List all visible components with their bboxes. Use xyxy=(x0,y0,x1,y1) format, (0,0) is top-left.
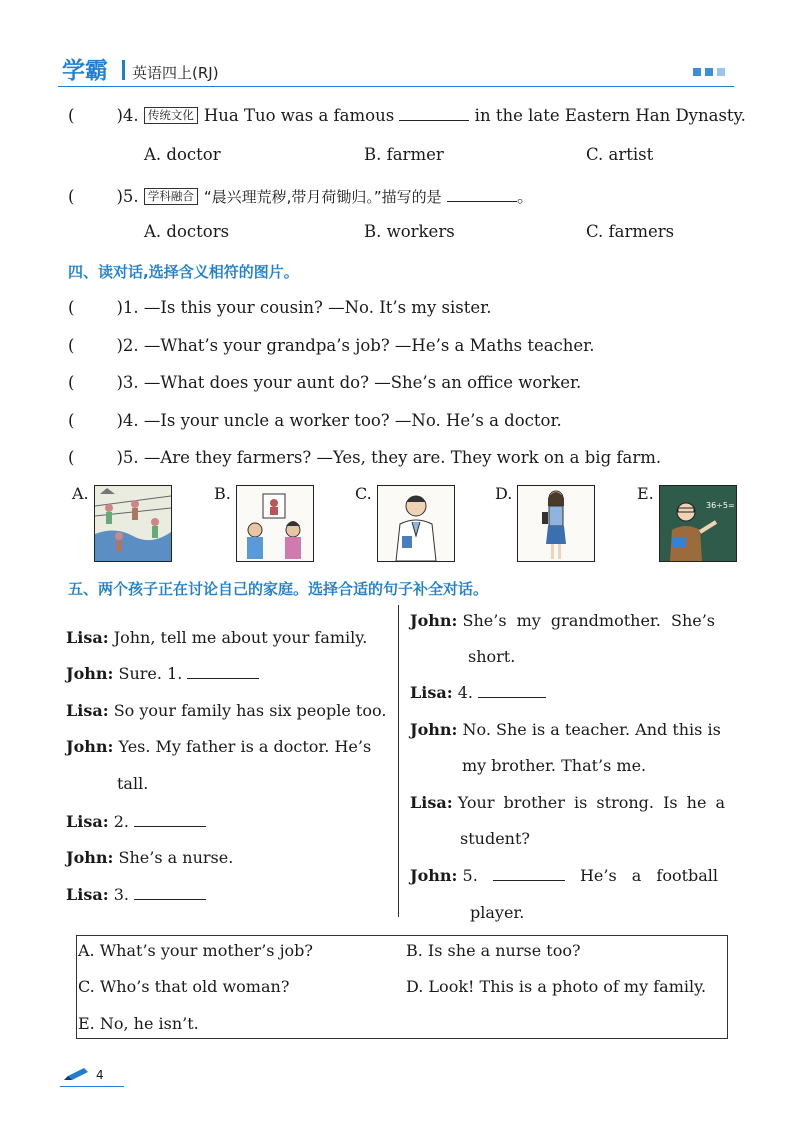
page-number: 4 xyxy=(96,1068,104,1082)
question-text: 。 xyxy=(516,187,534,206)
speaker: Lisa: xyxy=(66,885,109,904)
footer-rule xyxy=(60,1086,124,1087)
option-d: D. Look! This is a photo of my family. xyxy=(406,977,707,996)
option: A. doctor xyxy=(144,145,221,164)
answer-paren: ( xyxy=(68,336,75,355)
option: B. farmer xyxy=(364,145,444,164)
speaker: Lisa: xyxy=(66,628,109,647)
dialog-text: )5. —Are they farmers? —Yes, they are. They work on a big farm. xyxy=(116,448,662,467)
dialog-text: 2. xyxy=(113,812,129,831)
speaker: John: xyxy=(410,720,458,739)
dialog-text: Yes. My father is a doctor. He’s xyxy=(118,737,372,756)
dialog-line xyxy=(410,683,546,702)
speaker: John: xyxy=(66,664,114,683)
question-text: in the late Eastern Han Dynasty. xyxy=(474,106,746,125)
header-square-icon xyxy=(693,68,701,76)
picture-label-d: D. xyxy=(495,484,513,503)
dialog-line xyxy=(66,701,386,720)
dialog-line xyxy=(66,812,206,831)
dialog-line xyxy=(66,737,371,756)
picture-label-c: C. xyxy=(355,484,372,503)
dialog-text: So your family has six people too. xyxy=(113,701,387,720)
speaker: John: xyxy=(66,848,114,867)
dialog-text: She’s my grandmother. She’s xyxy=(462,611,716,630)
answer-paren: ( xyxy=(68,411,75,430)
topic-tag: 传统文化 xyxy=(144,107,198,124)
option-a: A. What’s your mother’s job? xyxy=(78,941,313,960)
dialog-text: Sure. 1. xyxy=(118,664,183,683)
dialog-item xyxy=(68,411,562,430)
dialog-text: John, tell me about your family. xyxy=(113,628,368,647)
office-worker-picture xyxy=(517,485,595,562)
dialog-line-cont: player. xyxy=(470,903,525,922)
dialog-line-cont: student? xyxy=(460,829,530,848)
dialog-line xyxy=(66,664,259,683)
speaker: John: xyxy=(410,866,458,885)
dialog-line-cont: my brother. That’s me. xyxy=(462,756,647,775)
dialog-text: )2. —What’s your grandpa’s job? —He’s a Maths teacher. xyxy=(116,336,595,355)
header-square-icon xyxy=(705,68,713,76)
header-square-icon xyxy=(717,68,725,76)
header-rule xyxy=(58,86,734,87)
dialog-line xyxy=(66,848,233,867)
answer-blank[interactable] xyxy=(447,187,517,202)
dialog-item xyxy=(68,298,491,317)
dialog-text: 5. xyxy=(462,866,478,885)
dialog-line-cont: short. xyxy=(468,647,516,666)
answer-blank-5[interactable] xyxy=(493,866,565,881)
picture-label-e: E. xyxy=(637,484,654,503)
speaker: Lisa: xyxy=(410,683,453,702)
header-separator xyxy=(122,60,125,80)
dialog-line-cont: tall. xyxy=(117,774,149,793)
family-photo-picture xyxy=(236,485,314,562)
answer-paren: ( xyxy=(68,187,75,206)
answer-paren: ( xyxy=(68,373,75,392)
dialog-item xyxy=(68,448,661,467)
logo: 学霸 xyxy=(62,58,108,84)
dialog-text: Your brother is strong. Is he a xyxy=(457,793,726,812)
answer-blank-4[interactable] xyxy=(478,683,546,698)
farm-picture xyxy=(94,485,172,562)
dialog-line xyxy=(410,720,721,739)
question-3-5 xyxy=(68,183,533,207)
speaker: Lisa: xyxy=(66,812,109,831)
dialog-text: )3. —What does your aunt do? —She’s an office worker. xyxy=(116,373,582,392)
dialog-text: 3. xyxy=(113,885,129,904)
question-number: )5. xyxy=(116,187,139,206)
dialog-line xyxy=(66,628,367,647)
option-e: E. No, he isn’t. xyxy=(78,1014,199,1033)
speaker: John: xyxy=(410,611,458,630)
topic-tag: 学科融合 xyxy=(144,188,198,205)
option: A. doctors xyxy=(144,222,230,241)
teacher-picture xyxy=(659,485,737,562)
answer-paren: ( xyxy=(68,448,75,467)
speaker: Lisa: xyxy=(410,793,453,812)
dialog-line xyxy=(410,866,718,885)
dialog-text: She’s a nurse. xyxy=(118,848,234,867)
answer-blank-1[interactable] xyxy=(187,664,259,679)
blackboard-text: 36÷5= xyxy=(706,501,735,510)
option-c: C. Who’s that old woman? xyxy=(78,977,290,996)
column-divider xyxy=(398,605,399,917)
question-text: Hua Tuo was a famous xyxy=(203,106,395,125)
dialog-item xyxy=(68,373,581,392)
answer-blank-3[interactable] xyxy=(134,885,206,900)
picture-label-b: B. xyxy=(214,484,231,503)
section-heading-4: 四、读对话,选择含义相符的图片。 xyxy=(68,263,299,281)
answer-paren: ( xyxy=(68,298,75,317)
doctor-picture xyxy=(377,485,455,562)
speaker: John: xyxy=(66,737,114,756)
dialog-line xyxy=(410,611,715,630)
speaker: Lisa: xyxy=(66,701,109,720)
answer-paren: ( xyxy=(68,106,75,125)
picture-label-a: A. xyxy=(72,484,89,503)
question-3-4 xyxy=(68,106,746,125)
pencil-icon xyxy=(62,1066,90,1086)
answer-blank[interactable] xyxy=(399,106,469,121)
dialog-line xyxy=(66,885,206,904)
section-heading-5: 五、两个孩子正在讨论自己的家庭。选择合适的句子补全对话。 xyxy=(68,580,489,598)
answer-blank-2[interactable] xyxy=(134,812,206,827)
question-text: “晨兴理荒秽,带月荷锄归。”描写的是 xyxy=(203,188,442,206)
dialog-item xyxy=(68,336,595,355)
dialog-text: )1. —Is this your cousin? —No. It’s my sister. xyxy=(116,298,492,317)
book-title: 英语四上(RJ) xyxy=(132,64,219,82)
option-b: B. Is she a nurse too? xyxy=(406,941,581,960)
question-number: )4. xyxy=(116,106,139,125)
option: C. farmers xyxy=(586,222,675,241)
option: C. artist xyxy=(586,145,654,164)
dialog-text: He’s a football xyxy=(579,866,719,885)
dialog-text: No. She is a teacher. And this is xyxy=(462,720,721,739)
dialog-text: )4. —Is your uncle a worker too? —No. He’s a doctor. xyxy=(116,411,562,430)
option: B. workers xyxy=(364,222,455,241)
dialog-line xyxy=(410,793,725,812)
dialog-text: 4. xyxy=(457,683,473,702)
